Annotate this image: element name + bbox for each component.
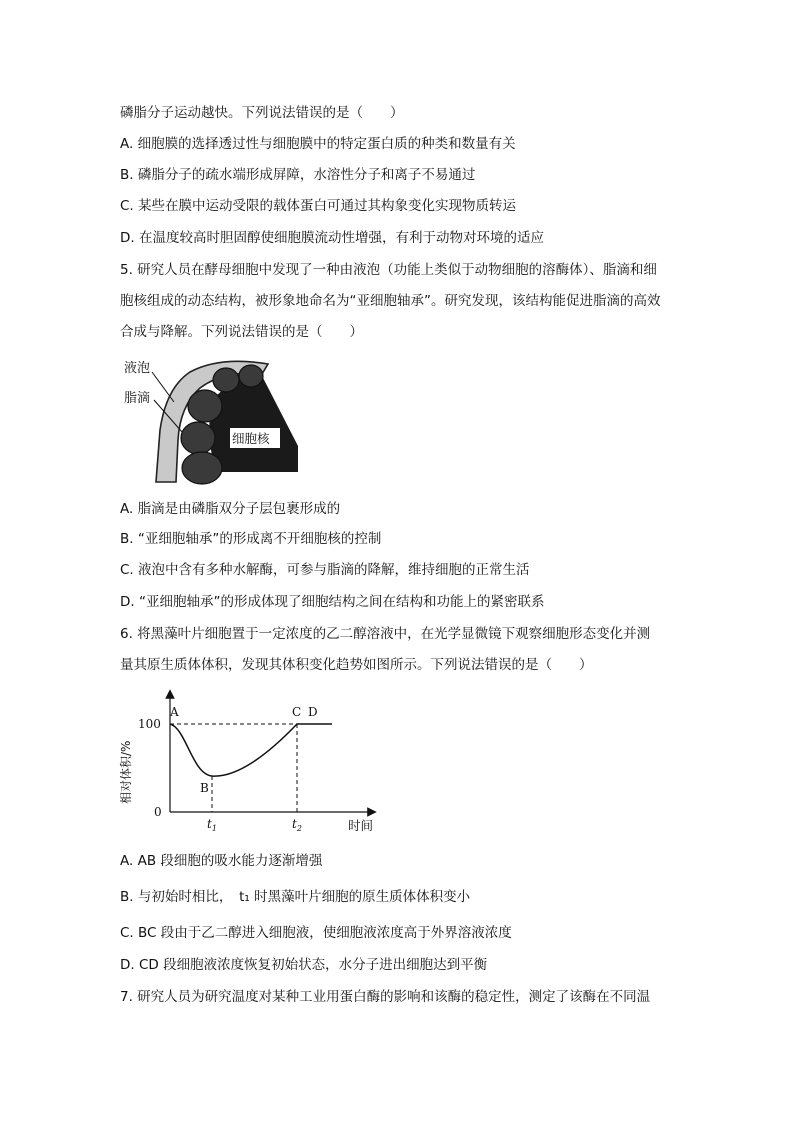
point-label-c: C xyxy=(292,705,302,719)
x-tick-t2: $t_2$ xyxy=(292,817,302,833)
q6-option-a: A. AB 段细胞的吸水能力逐渐增强 xyxy=(120,853,323,869)
q5-stem-line-1: 5. 研究人员在酵母细胞中发现了一种由液泡（功能上类似于动物细胞的溶酶体）、脂滴和细 xyxy=(120,262,657,278)
point-label-a: A xyxy=(170,705,179,719)
label-lipid-droplet: 脂滴 xyxy=(124,391,151,406)
lipid-droplet xyxy=(181,422,215,454)
q4-option-c: C. 某些在膜中运动受限的载体蛋白可通过其构象变化实现物质转运 xyxy=(120,198,517,214)
q5-option-b: B. “亚细胞轴承”的形成离不开细胞核的控制 xyxy=(120,531,382,547)
label-nucleus: 细胞核 xyxy=(232,431,270,446)
q4-option-b: B. 磷脂分子的疏水端形成屏障，水溶性分子和离子不易通过 xyxy=(120,167,476,183)
point-label-d: D xyxy=(308,705,318,719)
x-tick-t1: $t_1$ xyxy=(207,817,217,833)
q5-option-d: D. “亚细胞轴承”的形成体现了细胞结构之间在结构和功能上的紧密联系 xyxy=(120,594,545,610)
q6-option-c: C. BC 段由于乙二醇进入细胞液，使细胞液浓度高于外界溶液浓度 xyxy=(120,925,512,941)
q5-stem-line-3: 合成与降解。下列说法错误的是（ ） xyxy=(120,324,363,340)
q5-option-a: A. 脂滴是由磷脂双分子层包裹形成的 xyxy=(120,501,341,517)
q5-option-c: C. 液泡中含有多种水解酶，可参与脂滴的降解，维持细胞的正常生活 xyxy=(120,562,530,578)
q6-stem-line-1: 6. 将黑藻叶片细胞置于一定浓度的乙二醇溶液中，在光学显微镜下观察细胞形态变化并测 xyxy=(120,626,651,642)
q4-option-d: D. 在温度较高时胆固醇使细胞膜流动性增强，有利于动物对环境的适应 xyxy=(120,230,544,246)
lipid-droplet xyxy=(182,452,222,484)
q4-option-a: A. 细胞膜的选择透过性与细胞膜中的特定蛋白质的种类和数量有关 xyxy=(120,136,516,152)
q4-stem: 磷脂分子运动越快。下列说法错误的是（ ） xyxy=(120,105,404,121)
vacuole-leader-line xyxy=(152,372,174,402)
subcellular-bearing-figure xyxy=(118,350,308,490)
q7-stem-line-1: 7. 研究人员为研究温度对某种工业用蛋白酶的影响和该酶的稳定性，测定了该酶在不同温 xyxy=(120,989,651,1005)
volume-curve xyxy=(170,724,332,776)
y-tick-0: 0 xyxy=(154,805,162,819)
point-label-b: B xyxy=(200,781,209,795)
y-tick-100: 100 xyxy=(138,717,161,731)
q5-stem-line-2: 胞核组成的动态结构，被形象地命名为“亚细胞轴承”。研究发现，该结构能促进脂滴的高效 xyxy=(120,293,661,309)
relative-volume-graph xyxy=(118,688,388,838)
q6-stem-line-2: 量其原生质体体积，发现其体积变化趋势如图所示。下列说法错误的是（ ） xyxy=(120,657,593,673)
label-vacuole: 液泡 xyxy=(124,361,151,376)
lipid-droplet xyxy=(188,390,222,422)
lipid-droplet xyxy=(239,365,263,387)
q6-option-b: B. 与初始时相比， t₁ 时黑藻叶片细胞的原生质体体积变小 xyxy=(120,889,471,905)
y-axis-label: 相对体积/% xyxy=(119,740,133,804)
lipid-droplet xyxy=(213,368,239,392)
x-axis-label: 时间 xyxy=(348,818,374,833)
q6-option-d: D. CD 段细胞液浓度恢复初始状态，水分子进出细胞达到平衡 xyxy=(120,957,488,973)
